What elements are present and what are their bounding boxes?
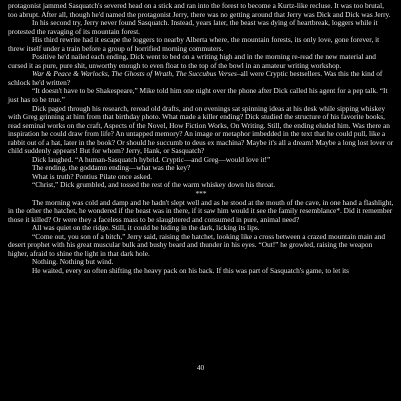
paragraph: protagonist jammed Sasquatch's severed head on a stick and ran into the forest to become a Kurtz-like recluse. It was too brutal, too abrupt. After all, though he'd named the protagonist Jerry, there was no getting around that Jerry was Dick and Dick was Jerry. bbox=[8, 1, 391, 19]
paragraph bbox=[8, 70, 394, 87]
paragraph: His third rewrite had it escape the loggers to nearby Alberta where, the mountain forests, its only love, gone forever, it threw itself under a train before a group of horrified morning commuters. bbox=[8, 35, 380, 53]
paragraph: The morning was cold and damp and he hadn't slept well and as he stood at the mouth of the cave, in one hand a flashlight, in the other the hatchet, he wondered if the beast was in there, if it saw him would it see the family resemblance*. Did it remember those it killed? Or were they a faceless mass to be slaughtered and consumed in pure, animal need? bbox=[8, 197, 394, 224]
paragraph: Nothing. Nothing but wind. bbox=[32, 257, 114, 267]
paragraph: Dick laughed. “A human-Sasquatch hybrid. Cryptic—and Greg—would love it!” bbox=[32, 154, 271, 164]
paragraph: Positive he'd nailed each ending, Dick went to bed on a writing high and in the morning re-read the new material and cursed it as pure, pure shit, unworthy enough to even float to the top of the bowl in an amateur writing workshop. bbox=[8, 52, 376, 70]
paragraph: What is truth? Pontius Pilate once asked. bbox=[32, 171, 153, 181]
paragraph: In his second try, Jerry never found Sasquatch. Instead, years later, the beast was dying of heartbreak, loggers while it protested the ravaging of its mountain forest. bbox=[8, 18, 378, 36]
paragraph: The ending, the goddamn ending—what was the key? bbox=[32, 163, 191, 173]
paragraph: “Christ,” Dick grumbled, and tossed the rest of the warm whiskey down his throat. bbox=[32, 180, 276, 190]
paragraph: “Come out, you son of a bitch,” Jerry said, raising the hatchet, looking like a cross between a crazed mountain main and desert prophet with his great muscular bulk and bushy beard and thunder in his eyes. “Out!” he growled, raising the weapon higher, afraid to shine the light in that dark hole. bbox=[8, 231, 386, 258]
page-number: 40 bbox=[196, 363, 205, 372]
paragraph: He waited, every so often shifting the heavy pack on his back. If this was part of Sasquatch's game, to let its bbox=[32, 265, 350, 275]
paragraph: All was quiet on the ridge. Still, it could be hiding in the dark, licking its lips. bbox=[32, 223, 260, 233]
book-titles: War & Peace & Warlocks, The Ghosts of Wrath, The Succubus Verses bbox=[32, 69, 237, 79]
paragraph: “It doesn't have to be Shakespeare,” Mike told him one night over the phone after Dick called his agent for a pep talk. “It just has to be true.” bbox=[8, 86, 388, 105]
body-text bbox=[8, 2, 394, 276]
scene-break: *** bbox=[195, 189, 207, 199]
paragraph-rest: –all were Cryptic bestsellers. Was this the kind of schlock he'd written? bbox=[8, 69, 383, 87]
paragraph: Dick paged through his research, reread old drafts, and on evenings sat spinning ideas at his desk while sipping whiskey with Greg grinning at him from that birthday photo. What made a killer ending? Dick studied the structure of his favorite books, read seminal works on the craft, Aspects of the Novel, How Fiction Works, On Writing. Still, the ending eluded him. Was there an inspiration he could draw from life? An untapped memory? An image or metaphor imbedded in the text that he could pull, like a rabbit out of a hat, later in the book? Or should he succumb to deus ex machina? Maybe it's all a dream! Maybe a long lost lover or child suddenly appears! But for whom? Jerry, Hank, or Sasquatch? bbox=[8, 103, 394, 156]
